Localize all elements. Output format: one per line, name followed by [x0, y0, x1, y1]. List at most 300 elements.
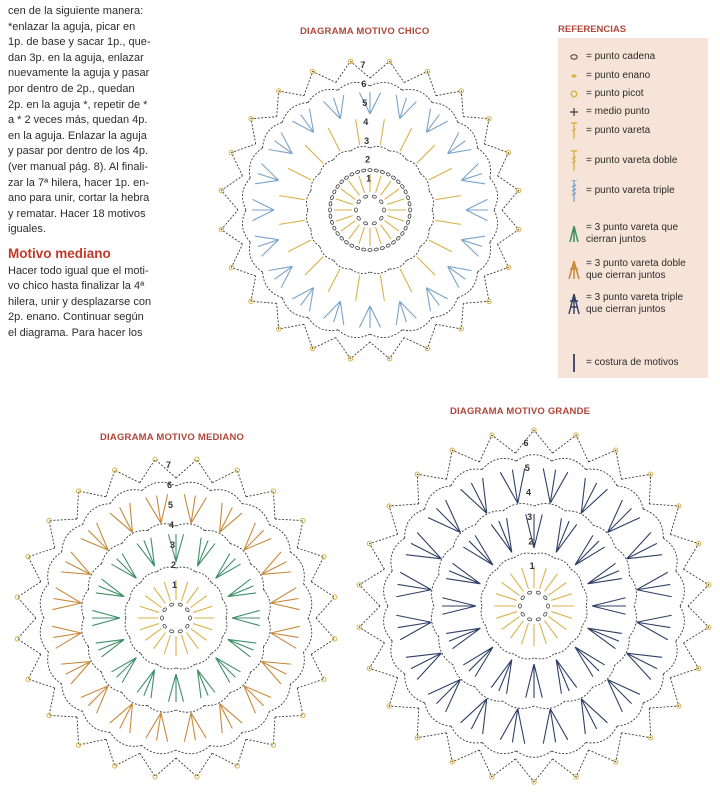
stitch-cluster — [269, 132, 293, 153]
row-number-label: 3 — [364, 135, 370, 146]
picot-stitch — [113, 468, 117, 472]
scallop-point — [649, 504, 679, 535]
chain-stitch — [162, 607, 167, 612]
chain-stitch — [386, 243, 391, 247]
chain-stitch — [396, 179, 401, 184]
chain-stitch — [363, 221, 368, 225]
stitch-cluster — [426, 109, 447, 133]
stitch-cluster — [359, 306, 380, 328]
chain-arch — [211, 637, 222, 653]
legend-label: = punto vareta doble — [586, 155, 678, 166]
chain-stitch — [372, 195, 377, 199]
chain-arch — [334, 151, 351, 160]
treble-stitch — [182, 582, 188, 601]
chain-arch — [451, 726, 482, 743]
chain-stitch — [329, 208, 332, 212]
chain-arch — [82, 590, 89, 618]
scallop-point — [447, 450, 480, 479]
scallop-point — [670, 534, 698, 569]
stitch-cluster — [396, 572, 431, 597]
chain-arch — [195, 653, 211, 664]
stitch-cluster — [581, 699, 607, 734]
small-motif-diagram — [200, 40, 540, 380]
stitch-cluster — [197, 538, 215, 566]
chain-arch — [389, 151, 406, 160]
stitch-cluster — [184, 494, 206, 523]
chain-arch — [643, 509, 663, 538]
scallop-point — [176, 459, 212, 482]
chain-arch — [48, 552, 62, 584]
treble-stitch — [429, 240, 452, 252]
chain-stitch — [409, 208, 412, 212]
chain-stitch — [344, 175, 349, 180]
chain-stitch — [339, 179, 344, 184]
treble-stitch — [356, 275, 360, 301]
stitch-cluster — [428, 680, 460, 712]
three-triple-treble-cluster-icon — [566, 293, 582, 315]
large-diagram-title: DIAGRAMA MOTIVO GRANDE — [450, 406, 591, 417]
chain-arch — [269, 684, 290, 711]
chain-stitch — [185, 607, 190, 612]
chain-stitch — [349, 172, 354, 176]
chain-arch — [176, 567, 195, 572]
chain-arch — [204, 530, 230, 543]
chain-arch — [482, 458, 516, 469]
instructions-paragraph-1: cen de la siguiente manera: *enlazar la aguja, picar en 1p. de base y sacar 1p., que- dan 3p. en la aguja, enlazar nuevamente la aguja y pasar por dentro de 2p., quedan 2p. en la aguja *, repetir de * a * 2 veces más, quedan 4p. en la aguja. Enlazar la aguja y pasar por dentro de los 4p. (ver manual pág. 8). Al finali- zar la 7ª hilera, hacer 1p. en- ano para unir, cortar la hebra y rematar. Hacer 18 motivos iguales. — [8, 5, 151, 236]
three-double-treble-cluster-icon — [566, 259, 582, 281]
chain-stitch — [335, 231, 340, 236]
chain-arch — [582, 586, 587, 606]
treble-stitch — [417, 257, 435, 275]
stitch-cluster — [396, 301, 416, 325]
scallop-point — [221, 176, 242, 210]
chain-arch — [40, 618, 48, 652]
treble-stitch — [359, 176, 365, 193]
chain-stitch — [361, 169, 366, 172]
treble-stitch — [187, 587, 199, 603]
legend-label: = punto picot — [586, 88, 644, 99]
scallop-point — [28, 654, 55, 688]
stitch-cluster — [220, 704, 242, 734]
treble-stitch — [545, 621, 558, 639]
chain-arch — [503, 504, 534, 511]
chain-stitch — [330, 195, 334, 200]
chain-arch — [475, 687, 503, 701]
chain-arch — [516, 751, 551, 757]
treble-stitch — [522, 623, 529, 644]
scallop-point — [369, 643, 397, 678]
scallop-point — [417, 708, 446, 738]
chain-arch — [432, 575, 439, 606]
treble-stitch — [435, 220, 461, 224]
chain-arch — [391, 538, 405, 571]
scallop-point — [336, 338, 370, 359]
chain-arch — [439, 637, 453, 665]
scallop-point — [389, 504, 419, 535]
scallop-point — [684, 569, 709, 606]
row-number-label: 2 — [528, 536, 534, 547]
chain-stitch — [520, 595, 525, 600]
treble-stitch — [191, 596, 207, 608]
stitch-cluster — [252, 199, 274, 220]
stitch-cluster — [52, 626, 81, 648]
chain-arch — [210, 490, 242, 504]
stitch-cluster — [396, 95, 416, 119]
legend-label: = 3 punto vareta doble que cierran juntos — [586, 258, 686, 281]
chain-arch — [477, 148, 490, 178]
stitch-cluster — [112, 554, 137, 579]
legend-item — [566, 292, 683, 316]
chain-stitch — [403, 226, 407, 231]
treble-stitch — [336, 216, 353, 222]
chain-stitch — [355, 246, 360, 250]
chain-arch — [482, 743, 516, 754]
chain-arch — [141, 572, 157, 583]
chain-arch — [565, 511, 593, 525]
picot-stitch — [332, 595, 336, 599]
stitch-cluster — [232, 610, 260, 625]
chain-arch — [432, 606, 439, 637]
treble-stitch — [349, 181, 360, 196]
chain-stitch — [374, 248, 379, 251]
stitch-cluster — [146, 494, 168, 523]
treble-stitch — [551, 612, 572, 619]
chain-arch — [141, 653, 157, 664]
treble-stitch — [510, 621, 523, 639]
chain-stitch — [391, 240, 396, 245]
chain-arch — [481, 606, 486, 626]
treble-stitch — [376, 227, 382, 244]
chain-arch — [250, 564, 263, 590]
scallop-point — [106, 470, 140, 497]
treble-stitch — [279, 220, 305, 224]
chain-arch — [490, 210, 498, 242]
treble-stitch — [381, 181, 392, 196]
chain-arch — [62, 525, 83, 552]
row-number-label: 5 — [167, 500, 174, 511]
chain-arch — [83, 711, 110, 732]
chain-arch — [384, 606, 393, 641]
scallop-point — [17, 582, 40, 618]
scallop-point — [417, 474, 446, 504]
stitch-cluster — [556, 518, 577, 552]
motif-seam-icon — [566, 352, 582, 374]
stitch-cluster — [110, 704, 132, 734]
chain-stitch — [349, 243, 354, 247]
chain-arch — [429, 210, 434, 229]
treble-stitch — [140, 624, 159, 630]
stitch-cluster — [526, 664, 543, 698]
stitch-cluster — [220, 503, 242, 533]
stitch-cluster — [491, 518, 512, 552]
chain-arch — [176, 664, 195, 669]
stitch-cluster — [197, 670, 215, 698]
stitch-cluster — [110, 503, 132, 533]
stitch-cluster — [61, 662, 91, 684]
row-number-label: 1 — [366, 173, 372, 184]
legend-item — [566, 180, 675, 202]
chain-arch — [83, 504, 110, 525]
chain-stitch — [344, 240, 349, 245]
treble-stitch — [328, 128, 340, 151]
stitch-cluster — [588, 628, 622, 649]
chain-arch — [110, 490, 142, 504]
scallop-point — [106, 739, 140, 766]
stitch-cluster — [500, 709, 525, 744]
chain-stitch — [169, 629, 174, 633]
stitch-cluster — [137, 538, 155, 566]
chain-arch — [370, 146, 389, 151]
chain-stitch — [368, 169, 372, 172]
treble-stitch — [400, 269, 412, 292]
row-number-label: 7 — [360, 60, 366, 71]
chain-arch — [497, 558, 514, 569]
treble-stitch — [288, 168, 311, 180]
stitch-cluster — [461, 699, 487, 734]
treble-stitch — [305, 257, 323, 275]
scallop-point — [670, 643, 698, 678]
stitch-cluster — [81, 686, 108, 713]
chain-arch — [308, 317, 338, 330]
treble-stitch — [385, 189, 400, 200]
chain-arch — [148, 705, 176, 712]
stitch-cluster — [324, 95, 344, 119]
treble-stitch — [305, 145, 323, 163]
chain-arch — [516, 455, 551, 461]
row-number-label: 1 — [171, 580, 178, 591]
scallop-point — [370, 338, 404, 359]
stitch-cluster — [446, 563, 480, 584]
chain-arch — [304, 618, 312, 652]
scallop-point — [176, 753, 212, 776]
chain-stitch — [379, 199, 384, 204]
chain-stitch — [547, 604, 550, 608]
stitch-cluster — [271, 626, 300, 648]
stitch-cluster — [255, 164, 279, 184]
picot-stitch — [26, 677, 30, 681]
chain-arch — [552, 458, 586, 469]
stitch-cluster — [52, 588, 81, 610]
scallop-point — [297, 654, 324, 688]
chain-arch — [142, 746, 176, 754]
chain-stitch — [519, 604, 522, 608]
treble-icon — [566, 120, 582, 142]
chain-arch — [62, 684, 83, 711]
chain-arch — [384, 571, 393, 606]
scallop-point — [359, 606, 384, 643]
chain-arch — [514, 553, 534, 558]
row-number-label: 4 — [168, 520, 175, 531]
scallop-point — [28, 548, 55, 582]
treble-stitch — [540, 623, 547, 644]
scallop-point — [275, 519, 303, 548]
stitch-cluster — [396, 615, 431, 640]
row-number-label: 4 — [525, 487, 531, 498]
chain-arch — [110, 732, 142, 746]
chain-arch — [210, 732, 242, 746]
chain-arch — [503, 701, 534, 708]
stitch-cluster — [448, 132, 472, 153]
stitch-cluster — [244, 686, 271, 713]
chain-stitch — [383, 208, 386, 212]
chain-stitch — [355, 170, 360, 174]
treble-stitch — [140, 606, 159, 612]
scallop-point — [17, 618, 40, 654]
row-number-label: 6 — [166, 480, 173, 491]
chain-arch — [176, 482, 210, 490]
chain-arch — [405, 674, 425, 703]
row-number-label: 5 — [524, 462, 530, 473]
stitch-cluster — [575, 647, 605, 677]
stitch-cluster — [137, 670, 155, 698]
chain-arch — [334, 260, 351, 269]
legend-label: = 3 punto vareta triple que cierran juntos — [586, 292, 684, 315]
stitch-cluster — [271, 588, 300, 610]
row-number-label: 4 — [363, 116, 369, 127]
scallop-point — [389, 678, 419, 709]
chain-arch — [402, 89, 432, 102]
stitch-cluster — [637, 572, 672, 597]
chain-arch — [195, 572, 211, 583]
treble-stitch — [387, 216, 404, 222]
chain-arch — [48, 652, 62, 684]
stitch-cluster — [168, 674, 183, 702]
chain-arch — [125, 599, 130, 618]
legend-item — [566, 222, 678, 246]
chain-stitch — [372, 221, 377, 225]
chain-stitch — [403, 189, 407, 194]
medium-motif-diagram — [8, 448, 344, 784]
legend-label: = costura de motivos — [586, 357, 679, 368]
chain-arch — [351, 146, 370, 151]
chain-stitch — [356, 216, 361, 221]
chain-arch — [481, 586, 486, 606]
treble-stitch — [154, 587, 166, 603]
chain-stitch — [332, 189, 336, 194]
legend-item — [566, 352, 679, 374]
chain-arch — [554, 643, 571, 654]
stitch-cluster — [543, 709, 568, 744]
scallop-point — [212, 739, 246, 766]
legend-item — [566, 258, 686, 282]
legend-item — [566, 150, 677, 172]
chain-arch — [643, 674, 663, 703]
chain-arch — [571, 569, 582, 586]
chain-arch — [389, 260, 406, 269]
chain-stitch — [380, 246, 385, 250]
treble-stitch — [191, 629, 207, 641]
row-number-label: 3 — [527, 511, 533, 522]
scallop-point — [479, 435, 515, 462]
row-number-label: 7 — [165, 460, 172, 471]
chain-arch — [615, 547, 629, 575]
stitch-cluster — [228, 579, 256, 597]
stitch-cluster — [500, 468, 525, 503]
chain-arch — [565, 687, 593, 701]
chain-stitch — [408, 201, 411, 206]
chain-arch — [370, 269, 389, 274]
chain-arch — [534, 504, 565, 511]
scallop-point — [311, 582, 334, 618]
chain-stitch — [368, 249, 372, 252]
row-number-label: 6 — [523, 438, 529, 449]
chain-arch — [122, 692, 148, 705]
scallop-point — [246, 717, 275, 745]
picot-stitch — [153, 774, 157, 778]
treble-stitch — [417, 145, 435, 163]
scallop-point — [589, 733, 622, 762]
stitch-cluster — [442, 598, 476, 615]
chain-stitch — [391, 175, 396, 180]
picot-stitch — [153, 457, 157, 461]
chain-arch — [130, 637, 141, 653]
chain-arch — [249, 148, 262, 178]
picot-stitch — [15, 637, 19, 641]
chain-arch — [475, 511, 503, 525]
scallop-point — [649, 678, 679, 709]
chain-arch — [490, 178, 498, 210]
chain-arch — [176, 746, 210, 754]
chain-stitch — [527, 617, 532, 621]
chain-arch — [88, 646, 101, 672]
treble-stitch — [522, 568, 529, 589]
chain-arch — [370, 82, 402, 90]
stitch-cluster — [588, 563, 622, 584]
stitch-cluster — [556, 660, 577, 694]
treble-stitch — [400, 128, 412, 151]
chain-arch — [269, 525, 290, 552]
treble-stitch — [356, 119, 360, 145]
legend-label: = punto vareta triple — [586, 185, 675, 196]
chain-arch — [663, 641, 677, 674]
stitch-cluster — [262, 552, 292, 574]
treble-stitch — [380, 119, 384, 145]
treble-stitch — [545, 574, 558, 592]
treble-stitch — [435, 196, 461, 200]
chain-arch — [477, 242, 490, 272]
treble-stitch — [510, 574, 523, 592]
chain-arch — [250, 646, 263, 672]
treble-stitch — [193, 606, 212, 612]
chain-arch — [617, 703, 643, 726]
scallop-point — [621, 708, 650, 738]
treble-stitch — [496, 612, 517, 619]
treble-stitch — [336, 199, 353, 205]
scallop-point — [553, 750, 589, 777]
chain-stitch — [161, 616, 164, 620]
scallop-point — [515, 759, 552, 782]
chain-arch — [242, 210, 250, 242]
chain-arch — [451, 469, 482, 486]
chain-arch — [176, 705, 204, 712]
stitch-cluster — [426, 288, 447, 312]
row-number-label: 3 — [169, 540, 176, 551]
picot-stitch — [195, 774, 199, 778]
treble-stitch — [193, 624, 212, 630]
treble-stitch — [349, 225, 360, 240]
chain-arch — [514, 654, 534, 659]
chain-arch — [130, 583, 141, 599]
chain-stitch — [185, 624, 190, 629]
chain-arch — [311, 174, 320, 191]
picot-stitch — [195, 457, 199, 461]
stitch-cluster — [262, 662, 292, 684]
treble-stitch — [359, 227, 365, 244]
treble-stitch — [549, 617, 567, 630]
stitch-cluster — [292, 109, 313, 133]
chain-arch — [552, 743, 586, 754]
scallop-point — [370, 61, 404, 82]
